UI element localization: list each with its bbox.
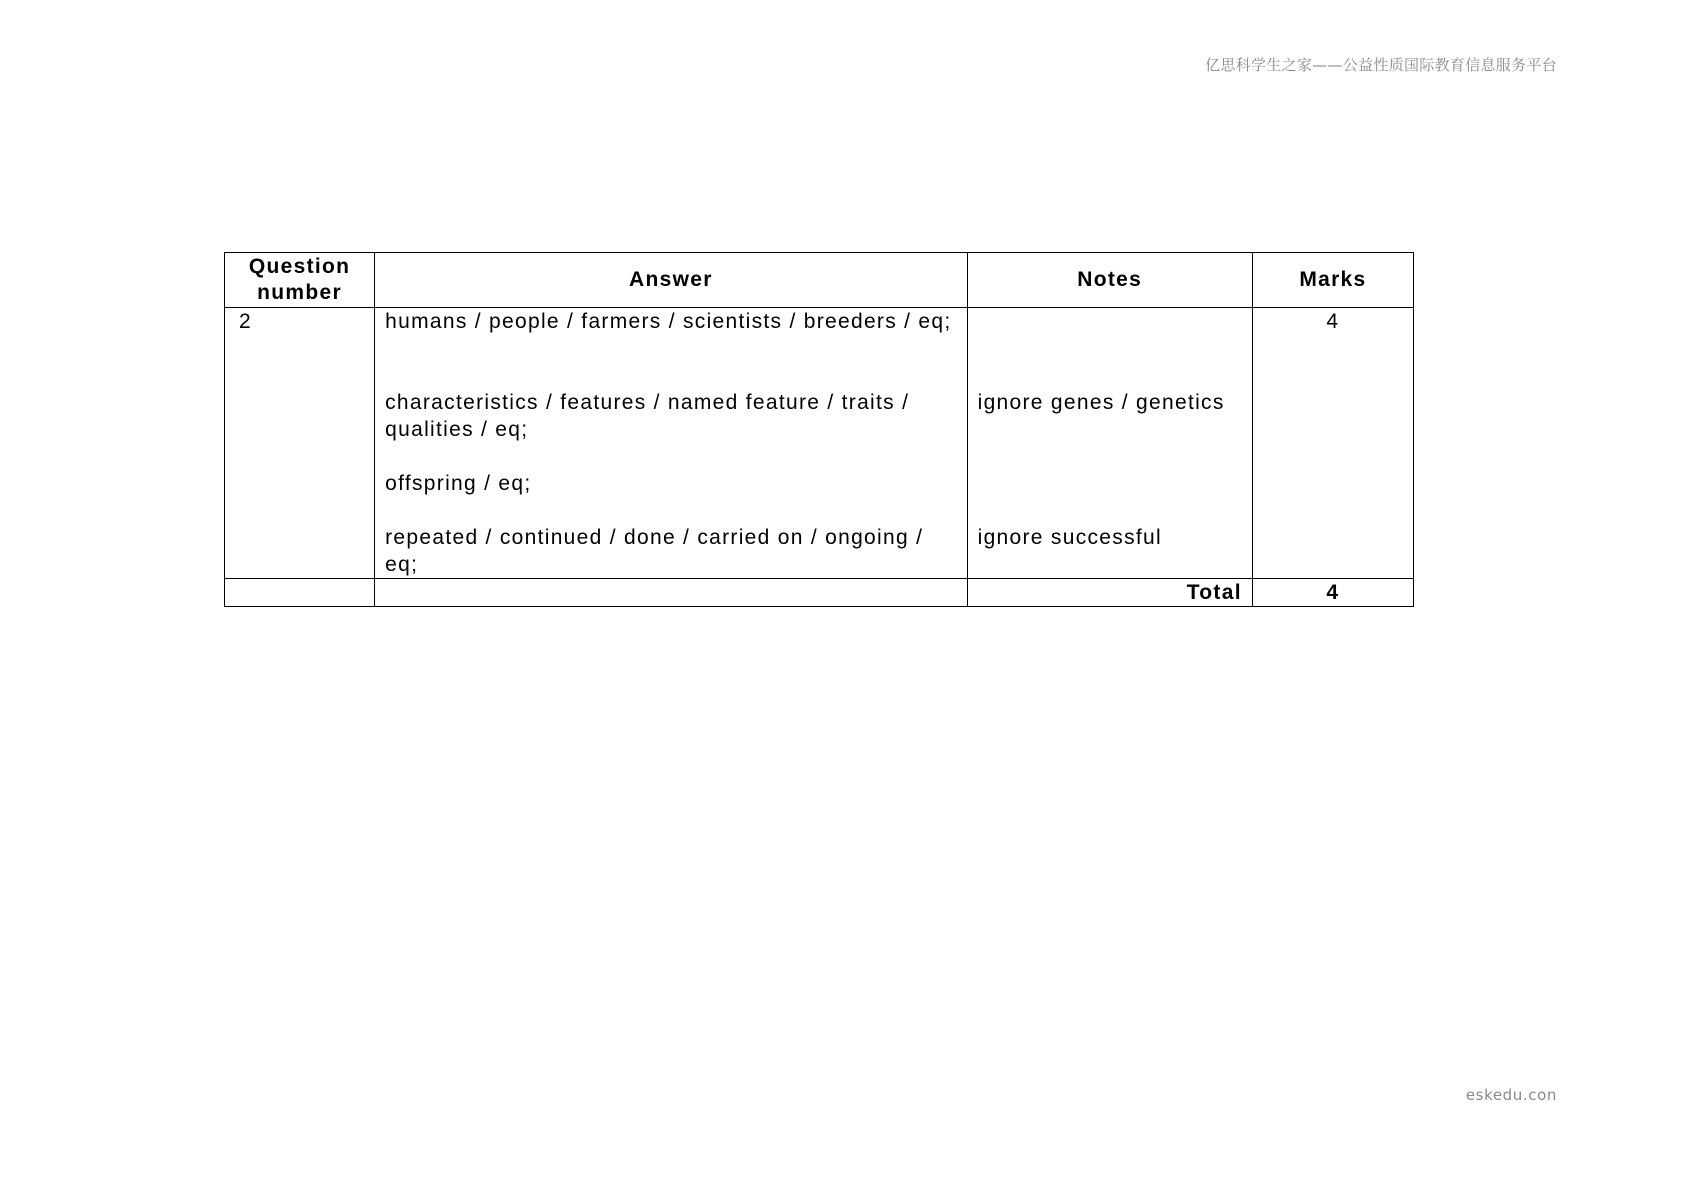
total-label: Total bbox=[967, 579, 1252, 607]
header-marks: Marks bbox=[1252, 253, 1413, 308]
answer-point-2: characteristics / features / named feature / traits / qualities / eq; bbox=[385, 391, 910, 441]
mark-scheme-table bbox=[224, 252, 1414, 607]
answer-point-1: humans / people / farmers / scientists / breeders / eq; bbox=[385, 310, 952, 333]
total-value: 4 bbox=[1252, 579, 1413, 607]
header-question-number: Question number bbox=[225, 253, 375, 308]
table-header-row bbox=[225, 253, 1414, 308]
site-footer-url: eskedu.con bbox=[1465, 1086, 1557, 1104]
note-4: ignore successful bbox=[977, 526, 1162, 549]
total-row bbox=[225, 579, 1414, 607]
question-number-cell: 2 bbox=[225, 308, 375, 579]
header-notes: Notes bbox=[967, 253, 1252, 308]
answer-cell bbox=[375, 308, 967, 579]
note-1 bbox=[978, 308, 1242, 389]
notes-cell bbox=[967, 308, 1252, 579]
note-3 bbox=[978, 470, 1242, 524]
site-header-text: 亿思科学生之家——公益性质国际教育信息服务平台 bbox=[1205, 56, 1557, 74]
answer-point-4: repeated / continued / done / carried on / ongoing / eq; bbox=[385, 526, 924, 576]
header-answer: Answer bbox=[375, 253, 967, 308]
table-row bbox=[225, 308, 1414, 579]
marks-cell: 4 bbox=[1252, 308, 1413, 579]
total-empty-cell-2 bbox=[375, 579, 967, 607]
total-empty-cell-1 bbox=[225, 579, 375, 607]
note-2: ignore genes / genetics bbox=[977, 391, 1225, 414]
answer-point-3: offspring / eq; bbox=[385, 472, 532, 495]
